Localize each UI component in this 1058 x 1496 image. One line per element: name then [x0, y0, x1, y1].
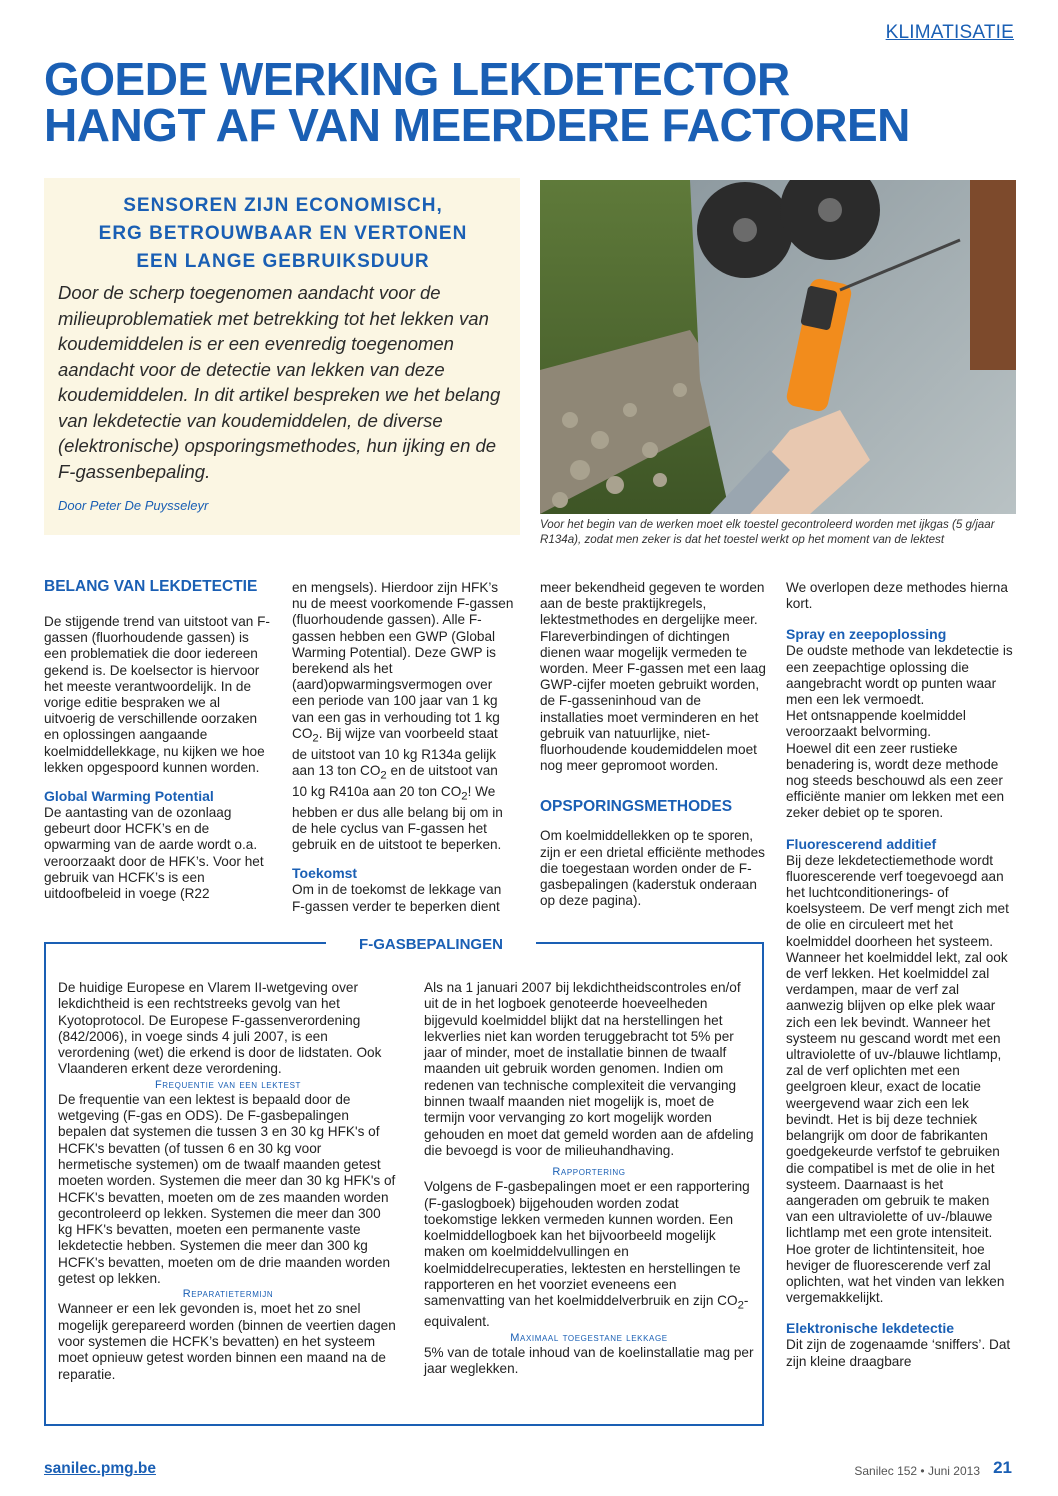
subheading-toekomst: Toekomst [292, 865, 358, 882]
fbox-subheading-rapportering: Rapportering [552, 1166, 626, 1179]
subheading-spray-en-zeepoplossing: Spray en zeepoplossing [786, 626, 947, 643]
author-byline: Door Peter De Puysseleyr [58, 498, 209, 513]
leak-detector-photo [540, 180, 1016, 514]
photo-illustration [540, 180, 1016, 514]
fbox-right-paragraph-3: 5% van de totale inhoud van de koelinstallatie mag per jaar weglekken. [424, 1344, 754, 1376]
col3-paragraph-1: meer bekendheid gegeven te worden aan de beste praktijkregels, lektestmethodes en dergelijke meer. Flareverbindingen of dichtingen dienen waar mogelijk vermeden te worden. Meer F-gassen met een laag GWP-cijfer moeten gebruikt worden, de F-gasseninhoud van de installaties moet verminderen en het gebruik van natuurlijke, niet-fluorhoudende koudemiddelen moet nog meer gepromoot worden. [540, 580, 766, 774]
fbox-subheading-maximaal-toegestane-lekkage: Maximaal toegestane lekkage [510, 1331, 668, 1344]
col1-paragraph-2: De aantasting van de ozonlaag gebeurt door HCFK’s en de opwarming van de aarde wordt o.a. veroorzaakt door de HFK’s. Voor het gebruik van HCFK’s is een uitdoofbeleid in voege (R22 [44, 805, 264, 902]
column-4 [786, 580, 1014, 1370]
intro-subtitle [58, 192, 508, 276]
subheading-elektronische-lekdetectie: Elektronische lekdetectie [786, 1320, 955, 1337]
intro-box [44, 178, 520, 535]
fbox-left-paragraph-2: De frequentie van een lektest is bepaald door de wetgeving (F-gas en ODS). De F-gasbepalingen bepalen dat systemen die tussen 3 en 30 kg HFK's of HCFK's bevatten (of tussen 6 en 30 kg voor hermetische systemen) om de twaalf maanden getest moeten worden. Systemen die meer dan 30 kg HFK's of HCFK's bevatten, moeten om de zes maanden worden gecontroleerd op lekken. Systemen die meer dan 300 kg HFK's bevatten, moeten een permanente vaste lekdetectie hebben. Systemen die meer dan 300 kg HCFK's bevatten, moeten om de drie maanden worden getest op lekken. [58, 1091, 396, 1287]
heading-belang-van-lekdetectie: BELANG VAN LEKDETECTIE [44, 578, 258, 595]
col3-paragraph-2: Om koelmiddellekken op te sporen, zijn er een drietal efficiënte methodes die toegestaan worden onder de F-gasbepalingen (kaderstuk onderaan op deze pagina). [540, 828, 765, 909]
intro-text: Door de scherp toegenomen aandacht voor de milieuproblematiek met betrekking tot het lekken van koudemiddelen is er een evenredig toegenomen aandacht voor de detectie van lekken van deze koudemiddelen. In dit artikel bespreken we het belang van lekdetectie van koudemiddelen, de diverse (elektronische) opsporingsmethodes, hun ijking en de F-gassenbepaling. [58, 282, 501, 482]
col4-paragraph-4: Hoewel dit een zeer rustieke benadering is, wordt deze methode nog steeds beschouwd als een zeer efficiënte manier om lekken met een zeker debiet op te sporen. [786, 740, 1005, 821]
fbox-right-paragraph-2: Volgens de F-gasbepalingen moet er een rapportering (F-gaslogboek) bijgehouden worden zodat toekomstige lekken vermeden kunnen worden. Een koelmiddellogboek kan het bijvoorbeeld mogelijk maken om koelmiddelvullingen en koelmiddelrecuperaties, lektesten en herstellingen te rapporteren en het voorziet eveneens een samenvatting van het koelmiddelverbruik en zijn $CO_2$-equivalent. [424, 1179, 750, 1330]
intro-subtitle-line-1: SENSOREN ZIJN ECONOMISCH, [123, 195, 443, 216]
col2-paragraph-2: Om in de toekomst de lekkage van F-gassen verder te beperken dient [292, 882, 502, 914]
column-2 [292, 580, 516, 915]
col2-paragraph-1: en mengsels). Hierdoor zijn HFK’s nu de meest voorkomende F-gassen (fluorhoudende gassen). Alle F-gassen hebben een GWP (Global Warming Potential). Deze GWP is berekend als het (aard)opwarmingsvermogen over een periode van 100 jaar van 1 kg van een gas in verhouding tot 1 kg $CO_2$. Bij wijze van voorbeeld staat de uitstoot van 10 kg R134a gelijk aan 13 ton $CO_2$ en de uitstoot van 10 kg R410a aan 20 ton $CO_2$! We hebben er dus alle belang bij om in de hele cyclus van F-gassen het gebruik en de uitstoot te beperken. [292, 580, 514, 853]
f-gasbepalingen-box [44, 936, 764, 1426]
title-line-1: GOEDE WERKING LEKDETECTOR [44, 53, 790, 105]
col4-paragraph-1: We overlopen deze methodes hierna kort. [786, 580, 1008, 612]
title-line-2: HANGT AF VAN MEERDERE FACTOREN [44, 99, 910, 151]
section-tag: KLIMATISATIE [885, 22, 1014, 43]
photo-caption: Voor het begin van de werken moet elk toestel gecontroleerd worden met ijkgas (5 g/jaar R134a), zodat men zeker is dat het toestel werkt op het moment van de lektest [540, 518, 995, 546]
fbox-subheading-frequentie: Frequentie van een lektest [154, 1078, 302, 1091]
fbox-right-column [424, 980, 754, 1377]
col4-paragraph-6: Dit zijn de zogenaamde ‘sniffers’. Dat zijn kleine draagbare [786, 1337, 1011, 1369]
intro-subtitle-line-3: EEN LANGE GEBRUIKSDUUR [136, 251, 430, 272]
article-title [44, 53, 1024, 151]
fbox-right-paragraph-1: Als na 1 januari 2007 bij lekdichtheidscontroles en/of uit de in het logboek genoteerde hoeveelheden bijgevuld koelmiddel blijkt dat na herstellingen het lekverlies niet kan worden teruggebracht tot 5% per jaar of minder, moet de installatie binnen de twaalf maanden uit gebruik worden genomen. Indien om redenen van technische complexiteit die vervanging binnen twaalf maanden niet mogelijk is, moet de termijn voor vervanging zo kort mogelijk worden gehouden en moet dat gemeld worden aan de afdeling die bevoegd is voor de milieuhandhaving. [424, 980, 754, 1158]
footer-issue: Sanilec 152 • Juni 2013 [854, 1464, 980, 1478]
intro-subtitle-line-2: ERG BETROUWBAAR EN VERTONEN [98, 223, 468, 244]
fbox-left-paragraph-3: Wanneer er een lek gevonden is, moet het zo snel mogelijk gerepareerd worden (binnen de veertien dagen voor systemen die HCFK’s bevatten) en het systeem moet opnieuw getest worden binnen een maand na de reparatie. [58, 1301, 396, 1382]
subheading-fluorescerend-additief: Fluorescerend additief [786, 835, 937, 852]
col4-paragraph-3: Het ontsnappende koelmiddel veroorzaakt belvorming. [786, 708, 966, 740]
heading-opsporingsmethodes: OPSPORINGSMETHODES [540, 798, 733, 816]
fbox-title: F-GASBEPALINGEN [326, 934, 536, 956]
column-1 [44, 578, 270, 902]
footer-site-link[interactable]: sanilec.pmg.be [44, 1460, 156, 1477]
column-3 [540, 580, 766, 909]
col1-paragraph-1: De stijgende trend van uitstoot van F-gassen (fluorhoudende gassen) is een problematiek die door iedereen gekend is. De koelsector is hiervoor het meeste verantwoordelijk. In de vorige editie bespraken we al uitvoerig de verschillende oorzaken en oplossingen aangaande koelmiddellekkage, nu kijken we hoe lekken opgespoord kunnen worden. [44, 614, 270, 775]
page-number: 21 [993, 1458, 1012, 1477]
col4-paragraph-2: De oudste methode van lekdetectie is een zeepachtige oplossing die aangebracht wordt op punten waar men een lek vermoedt. [786, 643, 1013, 708]
fbox-subheading-reparatietermijn: Reparatietermijn [182, 1288, 274, 1301]
subheading-global-warming-potential: Global Warming Potential [44, 788, 214, 805]
fbox-left-paragraph-1: De huidige Europese en Vlarem II-wetgeving over lekdichtheid is een rechtstreeks gevolg van het Kyotoprotocol. De Europese F-gassenverordening (842/2006), in voege sinds 4 juli 2007, is een verordening (wet) die erkend is door de lidstaten. Ook Vlaanderen erkent deze verordening. [58, 980, 382, 1077]
col4-paragraph-5: Bij deze lekdetectiemethode wordt fluorescerende verf toegevoegd aan het luchtconditionerings- of koelsysteem. De verf mengt zich met de olie en circuleert met het koelmiddel doorheen het systeem. Wanneer het koelmiddel lekt, zal ook de verf lekken. Het koelmiddel zal verdampen, maar de verf zal aanwezig blijven op elke plek waar zich een lek bevindt. Wanneer het systeem nu gescand wordt met een ultraviolette of uv-/blauwe lichtlamp, zal de verf oplichten met een geelgroen kleur, exact de locatie weergevend waar zich een lek bevindt. Het is bij deze techniek belangrijk om door de fabrikanten goedgekeurde verfstof te gebruiken die compatibel is met de olie in het systeem. Daarnaast is het aangeraden om gebruik te maken van een ultraviolette of uv-/blauwe lichtlamp met een grote intensiteit. Hoe groter de lichtintensiteit, hoe heviger de fluorescerende verf zal oplichten, wat het vinden van lekken vergemakkelijkt. [786, 852, 1009, 1306]
fbox-left-column [58, 980, 398, 1383]
